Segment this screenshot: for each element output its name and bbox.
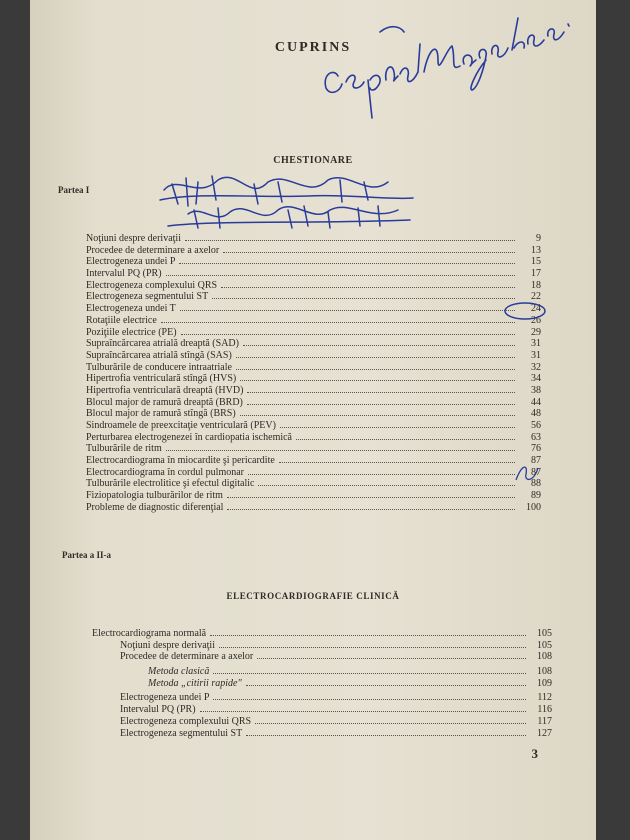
toc-entry bbox=[86, 490, 541, 502]
toc-entry bbox=[86, 420, 541, 432]
toc-entry bbox=[86, 455, 541, 467]
toc-entry-title: Blocul major de ramură dreaptă (BRD) bbox=[86, 396, 243, 408]
toc-entry-page: 15 bbox=[531, 256, 541, 268]
handwritten-signature bbox=[320, 10, 590, 130]
toc-entry bbox=[86, 467, 541, 479]
toc-entry bbox=[92, 640, 552, 652]
toc-entry-page: 109 bbox=[537, 677, 552, 689]
toc-entry-page: 117 bbox=[537, 715, 552, 727]
toc-entry-title: Electrogeneza undei T bbox=[86, 303, 176, 315]
dot-leader bbox=[296, 432, 515, 440]
dot-leader bbox=[258, 478, 515, 486]
toc-entry-page: 24 bbox=[531, 303, 541, 315]
toc-entry-page: 48 bbox=[531, 408, 541, 420]
toc-entry-page: 44 bbox=[531, 396, 541, 408]
dot-leader bbox=[255, 716, 526, 724]
toc-entry bbox=[86, 268, 541, 280]
toc-entry bbox=[86, 408, 541, 420]
dot-leader bbox=[213, 666, 526, 674]
toc-entry-title: Supraîncărcarea atrială stîngă (SAS) bbox=[86, 349, 232, 361]
dot-leader bbox=[210, 628, 526, 636]
toc-entry bbox=[86, 338, 541, 350]
dot-leader bbox=[279, 455, 515, 463]
section-title-clinical: ELECTROCARDIOGRAFIE CLINICĂ bbox=[226, 591, 400, 601]
toc-entry bbox=[92, 666, 552, 678]
toc-entry-title: Electrocardiograma în miocardite şi pericardite bbox=[86, 455, 275, 467]
toc-entry-page: 76 bbox=[531, 443, 541, 455]
toc-entry-title: Electrogeneza complexului QRS bbox=[120, 715, 252, 727]
toc-entry bbox=[86, 350, 541, 362]
toc-entry-page: 105 bbox=[537, 628, 552, 639]
toc-entry-page: 105 bbox=[537, 639, 552, 651]
toc-entry bbox=[86, 315, 541, 327]
dot-leader bbox=[166, 268, 515, 276]
toc-entry-title: Supraîncărcarea atrială dreaptă (SAD) bbox=[86, 338, 239, 350]
ink-scribble bbox=[158, 170, 418, 238]
toc-entry bbox=[86, 280, 541, 292]
toc-entry-page: 17 bbox=[531, 268, 541, 280]
dot-leader bbox=[246, 728, 526, 736]
dot-leader bbox=[247, 397, 515, 405]
toc-entry-page: 22 bbox=[531, 291, 541, 303]
toc-part-1 bbox=[86, 233, 541, 514]
toc-entry bbox=[86, 327, 541, 339]
toc-entry-title: Electrogeneza complexului QRS bbox=[86, 279, 218, 291]
dot-leader bbox=[221, 280, 515, 288]
toc-entry-title: Procedee de determinare a axelor bbox=[86, 244, 220, 256]
section-subtitle: CHESTIONARE bbox=[273, 155, 353, 166]
toc-entry-page: 34 bbox=[531, 373, 541, 385]
dot-leader bbox=[219, 640, 526, 648]
toc-entry bbox=[92, 628, 552, 640]
toc-entry-title: Fiziopatologia tulburărilor de ritm bbox=[86, 490, 223, 502]
toc-entry-page: 112 bbox=[537, 692, 552, 704]
dot-leader bbox=[180, 303, 515, 311]
toc-entry-title: Electrogeneza undei P bbox=[86, 256, 176, 268]
toc-entry bbox=[86, 233, 541, 245]
toc-part-2 bbox=[92, 628, 552, 739]
dot-leader bbox=[247, 385, 515, 393]
toc-entry-page: 108 bbox=[537, 651, 552, 663]
page-title: CUPRINS bbox=[274, 40, 352, 55]
toc-entry-page: 31 bbox=[531, 338, 541, 350]
toc-entry-title: Poziţiile electrice (PE) bbox=[86, 326, 177, 338]
toc-entry-page: 127 bbox=[537, 727, 552, 739]
toc-entry bbox=[92, 692, 552, 704]
toc-entry-title: Electrogeneza segmentului ST bbox=[120, 727, 243, 739]
toc-entry-title: Tulburările electrolitice şi efectul digitalic bbox=[86, 478, 255, 490]
toc-entry bbox=[92, 716, 552, 728]
toc-entry-title: Electrocardiograma normală bbox=[92, 628, 207, 639]
dot-leader bbox=[223, 245, 515, 253]
toc-entry-title: Intervalul PQ (PR) bbox=[120, 704, 196, 716]
toc-entry-title: Hipertrofia ventriculară stîngă (HVS) bbox=[86, 373, 237, 385]
toc-entry bbox=[86, 373, 541, 385]
toc-entry bbox=[92, 728, 552, 740]
book-page bbox=[30, 0, 596, 840]
toc-entry-title: Electrogeneza undei P bbox=[120, 692, 210, 704]
toc-entry-page: 38 bbox=[531, 384, 541, 396]
toc-entry bbox=[86, 478, 541, 490]
toc-entry-title: Hipertrofia ventriculară dreaptă (HVD) bbox=[86, 384, 244, 396]
toc-entry bbox=[92, 651, 552, 663]
toc-entry bbox=[86, 443, 541, 455]
dot-leader bbox=[213, 692, 526, 700]
dot-leader bbox=[243, 338, 515, 346]
toc-entry-title: Intervalul PQ (PR) bbox=[86, 268, 162, 280]
toc-entry-title: Noţiuni despre derivaţii bbox=[120, 639, 215, 651]
toc-entry-title: Noţiuni despre derivaţii bbox=[86, 233, 181, 244]
toc-entry bbox=[86, 385, 541, 397]
dot-leader bbox=[227, 502, 515, 510]
toc-entry-page: 26 bbox=[531, 314, 541, 326]
dot-leader bbox=[181, 327, 515, 335]
dot-leader bbox=[200, 704, 526, 712]
toc-entry-page: 31 bbox=[531, 349, 541, 361]
toc-entry-page: 63 bbox=[531, 431, 541, 443]
toc-entry bbox=[86, 303, 541, 315]
dot-leader bbox=[246, 678, 526, 686]
toc-entry-page: 87 bbox=[531, 466, 541, 478]
dot-leader bbox=[236, 362, 515, 370]
toc-entry-page: 88 bbox=[531, 478, 541, 490]
toc-entry-title: Electrogeneza segmentului ST bbox=[86, 291, 209, 303]
dot-leader bbox=[248, 467, 515, 475]
toc-entry-page: 116 bbox=[537, 704, 552, 716]
toc-entry-title: Sindroamele de preexcitaţie ventriculară (PEV) bbox=[86, 420, 276, 431]
toc-entry-title: Tulburările de ritm bbox=[86, 443, 162, 455]
dot-leader bbox=[280, 420, 515, 428]
toc-entry-title: Tulburările de conducere intraatriale bbox=[86, 361, 232, 373]
toc-entry-page: 32 bbox=[531, 361, 541, 373]
toc-entry-page: 18 bbox=[531, 279, 541, 291]
part-2-label: Partea a II-a bbox=[62, 550, 111, 560]
toc-entry-page: 13 bbox=[531, 244, 541, 256]
toc-entry-page: 9 bbox=[536, 233, 541, 244]
dot-leader bbox=[185, 233, 515, 241]
dot-leader bbox=[212, 291, 515, 299]
toc-entry bbox=[92, 678, 552, 690]
toc-entry-page: 87 bbox=[531, 455, 541, 467]
toc-entry-title: Rotaţiile electrice bbox=[86, 314, 157, 326]
toc-entry bbox=[86, 432, 541, 444]
toc-entry bbox=[86, 245, 541, 257]
toc-entry-title: Procedee de determinare a axelor bbox=[120, 651, 254, 663]
toc-entry-title: Metoda clasică bbox=[148, 666, 210, 678]
toc-entry-page: 100 bbox=[526, 501, 541, 513]
dot-leader bbox=[240, 373, 515, 381]
dot-leader bbox=[227, 490, 515, 498]
toc-entry-title: Probleme de diagnostic diferenţial bbox=[86, 501, 224, 513]
toc-entry-page: 29 bbox=[531, 326, 541, 338]
dot-leader bbox=[257, 651, 526, 659]
toc-entry bbox=[86, 362, 541, 374]
toc-entry bbox=[86, 397, 541, 409]
toc-entry bbox=[86, 256, 541, 268]
toc-entry-title: Perturbarea electrogenezei în cardiopatia ischemică bbox=[86, 431, 292, 443]
toc-entry-title: Electrocardiograma în cordul pulmonar bbox=[86, 466, 244, 478]
toc-entry bbox=[86, 291, 541, 303]
dot-leader bbox=[179, 256, 515, 264]
toc-entry-page: 89 bbox=[531, 490, 541, 502]
toc-entry-page: 108 bbox=[537, 666, 552, 678]
part-1-label: Partea I bbox=[58, 185, 90, 195]
dot-leader bbox=[236, 350, 515, 358]
toc-entry-title: Metoda „citirii rapide" bbox=[148, 677, 242, 689]
toc-entry-title: Blocul major de ramură stîngă (BRS) bbox=[86, 408, 236, 420]
toc-entry bbox=[86, 502, 541, 514]
toc-entry-page: 56 bbox=[531, 420, 541, 431]
dot-leader bbox=[240, 408, 515, 416]
dot-leader bbox=[166, 443, 515, 451]
dot-leader bbox=[161, 315, 515, 323]
page-number: 3 bbox=[531, 746, 538, 761]
toc-entry bbox=[92, 704, 552, 716]
